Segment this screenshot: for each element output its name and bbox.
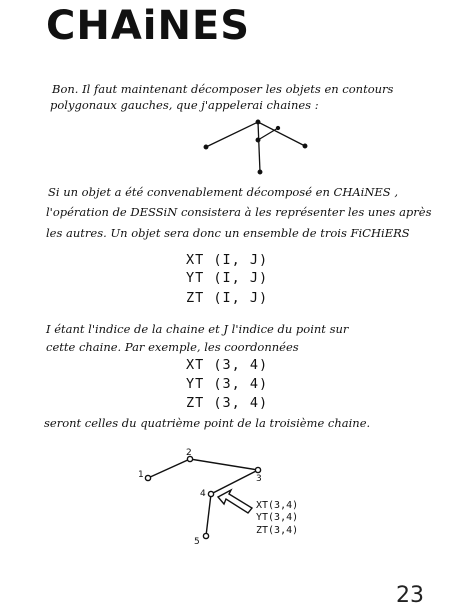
page-number: 23 <box>396 583 424 608</box>
point-label-4: 4 <box>200 489 206 499</box>
paragraph-2-line-1: Si un objet a été convenablement décomposé en CHAiNES , <box>48 185 398 199</box>
label-xt-3-4: XT(3,4) <box>256 500 299 511</box>
point-label-5: 5 <box>194 537 200 547</box>
coord-xt-general: XT (I, J) <box>186 252 269 268</box>
coord-yt-example: YT (3, 4) <box>186 376 269 392</box>
coord-yt-general: YT (I, J) <box>186 270 269 286</box>
page-title: CHAiNES <box>46 3 251 49</box>
arrow-icon <box>218 490 252 513</box>
paragraph-3-line-2: cette chaine. Par exemple, les coordonnées <box>46 340 299 354</box>
paragraph-2-line-2: l'opération de DESSiN consistera à les représenter les unes après <box>46 205 432 219</box>
coord-xt-example: XT (3, 4) <box>186 357 269 373</box>
coord-zt-example: ZT (3, 4) <box>186 395 269 411</box>
point-3 <box>255 467 260 472</box>
point-4 <box>208 491 213 496</box>
coord-zt-general: ZT (I, J) <box>186 290 269 306</box>
paragraph-1-line-2: polygonaux gauches, que j'appelerai chaines : <box>50 98 319 112</box>
paragraph-1-line-1: Bon. Il faut maintenant décomposer les objets en contours <box>52 82 394 96</box>
point-label-3: 3 <box>256 474 262 484</box>
paragraph-4-line-1: seront celles du quatrième point de la troisième chaine. <box>44 416 371 430</box>
point-label-1: 1 <box>138 470 144 480</box>
paragraph-2-line-3: les autres. Un objet sera donc un ensemble de trois FiCHiERS <box>46 226 410 240</box>
paragraph-3-line-1: I étant l'indice de la chaine et J l'indice du point sur <box>46 322 349 336</box>
point-5 <box>203 533 208 538</box>
label-yt-3-4: YT(3,4) <box>256 512 299 523</box>
label-zt-3-4: ZT(3,4) <box>256 525 299 536</box>
point-1 <box>145 475 150 480</box>
point-label-2: 2 <box>186 448 192 458</box>
